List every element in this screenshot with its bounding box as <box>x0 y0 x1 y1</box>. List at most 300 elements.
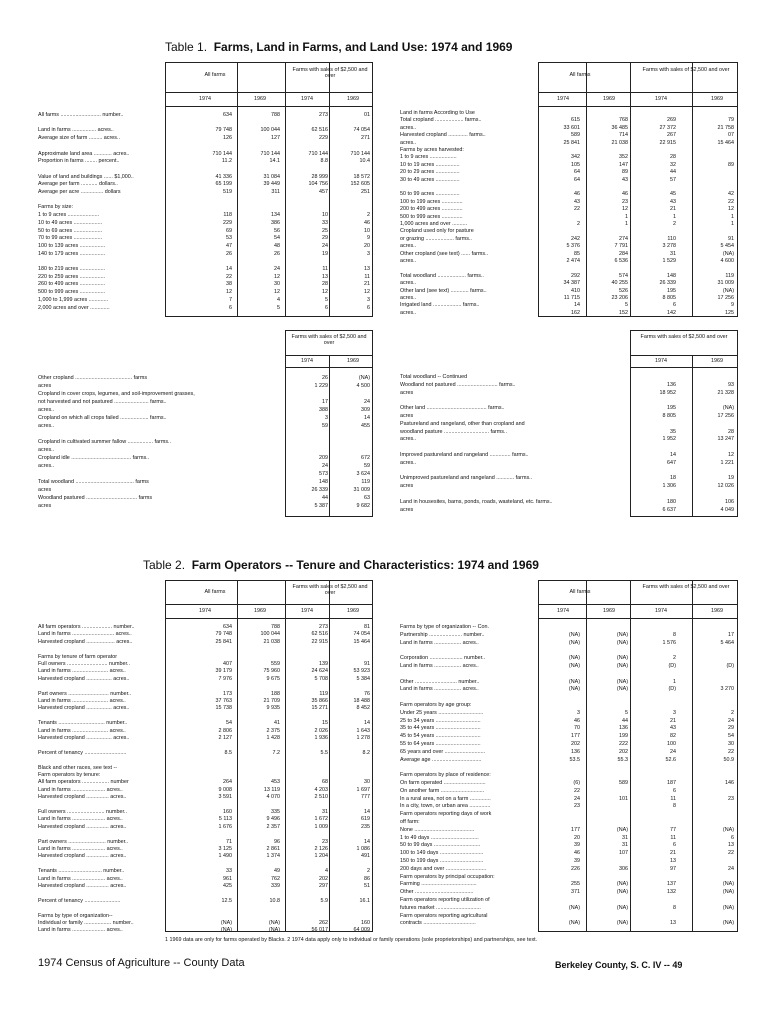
table-cell: 229 <box>319 135 328 142</box>
row-label: Land in farms ............................ acres.. <box>38 631 132 638</box>
table-cell: 1 374 <box>266 853 280 860</box>
table-cell: 106 <box>725 498 734 505</box>
table-cell: 76 <box>364 690 370 697</box>
table-cell: 371 <box>571 889 580 896</box>
row-label: Percent of tenancy ............................ <box>38 749 127 756</box>
row-label: Land in farms .................. acres.. <box>400 686 479 693</box>
row-label: 1 to 9 acres ..................... <box>38 212 100 219</box>
table-cell: 91 <box>728 235 734 242</box>
row-label: Cropland used only for pasture <box>400 228 474 235</box>
row-label: 50 to 99 days ............................... <box>400 842 481 849</box>
table-cell: (NA) <box>616 889 628 896</box>
row-label: Individual or family .................. number.. <box>38 920 134 926</box>
row-label: Pastureland and rangeland, other than cropland and <box>400 420 525 427</box>
table-cell: 18 488 <box>353 698 370 704</box>
table-cell: 6 637 <box>662 506 676 513</box>
table-cell: 31 <box>622 834 628 841</box>
table-cell: 1 221 <box>720 459 734 466</box>
table-cell: 1 204 <box>314 853 328 860</box>
table-cell: 1 <box>673 678 676 685</box>
table-cell: 180 <box>667 498 676 505</box>
table-cell: 22 <box>728 198 734 205</box>
table-cell: 1 936 <box>314 735 328 741</box>
table-cell: 22 915 <box>311 638 328 645</box>
table-cell: 21 709 <box>263 698 280 704</box>
table-cell: 42 <box>728 191 734 198</box>
table-cell: 5 <box>277 304 280 311</box>
table-cell: 195 <box>667 405 676 412</box>
table-cell: 589 <box>571 132 580 139</box>
table-cell: 54 <box>274 235 280 242</box>
table-cell: 187 <box>667 780 676 786</box>
year-label: 1969 <box>711 96 723 102</box>
table-cell: 37 763 <box>215 698 232 704</box>
table-cell: 3 <box>577 709 580 716</box>
table2-right-hdr-sales: Farms with sales of $2,500 and over <box>642 584 730 590</box>
table-cell: 81 <box>364 624 370 630</box>
table-cell: 127 <box>271 135 280 142</box>
table-cell: 137 <box>667 881 676 888</box>
table-cell: 1 <box>625 221 628 227</box>
table-cell: 93 <box>728 381 734 388</box>
table-cell: 21 <box>364 281 370 288</box>
table-cell: 1 952 <box>662 436 676 443</box>
table-cell: 27 372 <box>659 124 676 131</box>
year-label: 1974 <box>655 96 667 102</box>
row-label: acres <box>400 483 414 490</box>
table-cell: (NA) <box>220 927 232 934</box>
row-label: Harvested cropland ................... acres.. <box>38 638 133 645</box>
table-cell: 1 <box>625 213 628 220</box>
table-cell: 9 935 <box>266 705 280 712</box>
table-cell: 13 247 <box>717 436 734 443</box>
table-cell: 222 <box>619 741 628 747</box>
table-cell: 3 591 <box>218 794 232 801</box>
table-cell: 8 <box>673 803 676 810</box>
row-label: All farm operators .................... number.. <box>38 624 135 630</box>
row-label: Total woodland ................... farms.. <box>400 272 484 279</box>
row-label: Farming ..................................... <box>400 881 477 888</box>
table-cell: 242 <box>571 235 580 242</box>
row-label: Other cropland ...................................... farms <box>38 375 148 381</box>
table-cell: 31 009 <box>717 280 734 287</box>
table-cell: 5.9 <box>320 897 328 904</box>
table-cell: 79 748 <box>215 631 232 638</box>
table-cell: 44 <box>322 495 328 501</box>
row-label: Woodland not pastured ........................... farms.. <box>400 381 516 388</box>
row-label: acres <box>38 503 52 509</box>
row-label: 200 to 499 acres .............. <box>400 206 463 213</box>
table-cell: 10.4 <box>359 158 370 165</box>
row-label: Other land ........................................ farms.. <box>400 405 505 412</box>
table-cell: 762 <box>271 875 280 882</box>
table-cell: 14 <box>364 720 370 727</box>
table1-left-hdr-all: All farms <box>204 72 226 78</box>
table-cell: 91 <box>364 661 370 667</box>
table-cell: 136 <box>619 725 628 732</box>
table-cell: 26 339 <box>311 487 328 493</box>
row-label: 50 to 99 acres ................ <box>400 191 460 198</box>
row-label: Land in farms ...................... acres.. <box>38 875 123 882</box>
table-cell: 7 <box>229 296 232 303</box>
table-cell: 352 <box>619 154 628 161</box>
table-cell: 134 <box>271 212 280 219</box>
table-cell: 8 <box>673 631 676 638</box>
row-label: Part owners ........................... number.. <box>38 690 132 697</box>
table-cell: 4 070 <box>266 794 280 801</box>
table-cell: 50.9 <box>723 756 734 763</box>
table-cell: 30 <box>274 281 280 288</box>
row-label: Unimproved pastureland and rangeland ............ farms.. <box>400 475 533 482</box>
table-cell: 23 <box>728 795 734 802</box>
table-cell: 526 <box>619 287 628 294</box>
table-cell: 26 <box>226 250 232 257</box>
table1-left-hdr-sales: Farms with sales of $2,500 and over <box>292 67 368 79</box>
year-label: 1969 <box>711 358 723 364</box>
year-label: 1969 <box>347 96 359 102</box>
table2-left-hdr-sales: Farms with sales of $2,500 and over <box>292 584 368 596</box>
table-cell: 70 <box>574 725 580 732</box>
table-cell: 15 738 <box>215 705 232 712</box>
table-cell: 202 <box>571 741 580 747</box>
row-label: Other ............................ number.. <box>400 678 480 685</box>
table-cell: 9 682 <box>356 503 370 509</box>
table-cell: 39 <box>574 858 580 864</box>
table-cell: 388 <box>319 407 328 413</box>
table-cell: 273 <box>319 624 328 630</box>
row-label: Total woodland -- Continued <box>400 374 468 380</box>
table-cell: 309 <box>361 407 370 413</box>
table-cell: 1 009 <box>314 823 328 830</box>
row-label: Total woodland ....................................... farms <box>38 479 149 485</box>
table-cell: 5 384 <box>356 675 370 682</box>
table-cell: 9 <box>731 302 734 309</box>
table-cell: 79 748 <box>215 127 232 134</box>
table-cell: 53.5 <box>569 756 580 763</box>
table2-footnote: 1 1969 data are only for farms operated by Blacks. 2 1974 data apply only to individual or family operations (sole proprietorships) and partnerships, see text. <box>165 937 538 943</box>
row-label: Harvested cropland ............... acres.. <box>38 794 127 801</box>
row-label: Harvested cropland ............... acres.. <box>38 823 127 830</box>
row-label: Value of land and buildings ...... $1,000.. <box>38 173 134 180</box>
table-cell: 3 270 <box>720 686 734 693</box>
table-cell: 615 <box>571 117 580 124</box>
table-cell: 18 952 <box>659 389 676 396</box>
table-cell: (NA) <box>568 920 580 927</box>
table-cell: 195 <box>667 287 676 294</box>
row-label: Average per farm ........... dollars.. <box>38 181 118 188</box>
table-cell: 39 <box>574 842 580 849</box>
table-cell: 33 <box>226 868 232 875</box>
table-cell: (NA) <box>616 686 628 693</box>
table-cell: 2 861 <box>266 846 280 852</box>
table-cell: 3 125 <box>218 846 232 852</box>
row-label: In a rural area, not on a farm .............. <box>400 795 491 802</box>
table-cell: 125 <box>725 309 734 316</box>
table-cell: 15 464 <box>717 139 734 146</box>
table-cell: 2 <box>673 221 676 227</box>
table-cell: 4 203 <box>314 786 328 793</box>
table1-right-hdr-sales: Farms with sales of $2,500 and over <box>642 67 730 73</box>
row-label: 260 to 499 acres ................. <box>38 281 106 288</box>
table-cell: 202 <box>619 748 628 755</box>
table1-lower-right-hdr: Farms with sales of $2,500 and over <box>640 334 728 340</box>
table-cell: 69 <box>226 227 232 234</box>
table-cell: 2 126 <box>314 846 328 852</box>
table-cell: 24 <box>574 795 580 802</box>
table-cell: 63 <box>364 495 370 501</box>
table-cell: 173 <box>223 690 232 697</box>
table-cell: 5 <box>325 296 328 303</box>
table-cell: 386 <box>271 219 280 226</box>
table-cell: 54 <box>728 733 734 740</box>
table-cell: 79 <box>728 117 734 124</box>
table-cell: 1 576 <box>662 639 676 646</box>
row-label: Corporation ...................... number.. <box>400 655 486 662</box>
table-cell: (NA) <box>568 904 580 911</box>
table-cell: 14 <box>364 809 370 815</box>
row-label: Under 25 years .............................. <box>400 709 484 716</box>
table-cell: 12 <box>728 206 734 213</box>
table-cell: (D) <box>726 663 734 669</box>
table-cell: 22 <box>728 850 734 857</box>
row-label: Harvested cropland ................. acres.. <box>38 675 130 682</box>
table-cell: 13 <box>670 858 676 864</box>
table-cell: 2 474 <box>566 258 580 264</box>
row-label: 30 to 49 acres ................ <box>400 176 460 183</box>
table-cell: 9 008 <box>218 786 232 793</box>
table-cell: 2 <box>731 709 734 716</box>
table-cell: 12.5 <box>221 897 232 904</box>
table-cell: (NA) <box>568 663 580 669</box>
table-cell: 46 <box>574 191 580 198</box>
table-cell: 147 <box>619 161 628 168</box>
table-cell: 52.6 <box>665 756 676 763</box>
row-label: off farm: <box>400 819 420 825</box>
row-label: Farm operators reporting utilization of <box>400 897 490 903</box>
table1-right-hdr-all: All farms <box>569 72 591 78</box>
table-cell: 519 <box>223 189 232 195</box>
table-cell: 3 <box>325 415 328 421</box>
year-label: 1969 <box>347 358 359 364</box>
row-label: Irrigated land ................... farms.. <box>400 302 480 309</box>
table-cell: 6 <box>367 304 370 311</box>
table-cell: (NA) <box>722 826 734 833</box>
table1-title: Table 1. Farms, Land in Farms, and Land Use: 1974 and 1969 <box>165 40 513 54</box>
table-cell: 43 <box>670 198 676 205</box>
row-label: acres.. <box>400 139 417 146</box>
table-cell: 13 <box>364 266 370 272</box>
row-label: 10 to 19 acres ................ <box>400 161 460 168</box>
table-cell: 39 179 <box>215 668 232 675</box>
table-cell: (NA) <box>268 927 280 934</box>
table-cell: 28 <box>670 154 676 161</box>
table-cell: (NA) <box>722 904 734 911</box>
table-cell: 559 <box>271 661 280 667</box>
table-cell: 5.5 <box>320 749 328 756</box>
year-label: 1974 <box>199 608 211 614</box>
table-cell: 152 <box>619 309 628 316</box>
table-cell: 10 <box>322 212 328 219</box>
table-cell: 30 <box>364 779 370 786</box>
row-label: acres <box>400 506 414 513</box>
row-label: None ........................................ <box>400 826 475 833</box>
table-cell: 2 806 <box>218 727 232 734</box>
table-cell: 13 <box>728 842 734 849</box>
row-label: Land in housesites, barns, ponds, roads, wasteland, etc. farms.. <box>400 498 553 505</box>
table-cell: (NA) <box>568 639 580 646</box>
table-cell: 1 529 <box>662 258 676 264</box>
table-cell: 59 <box>322 423 328 429</box>
row-label: acres.. <box>38 423 55 429</box>
table-cell: 17 256 <box>717 413 734 419</box>
row-label: Farms by acres harvested: <box>400 147 464 153</box>
row-label: Land in farms ................ acres.. <box>38 127 114 134</box>
table-cell: 23 <box>622 198 628 205</box>
table-cell: (6) <box>573 780 580 786</box>
table-cell: 457 <box>319 189 328 195</box>
table-cell: 43 <box>574 198 580 205</box>
table-cell: 292 <box>571 272 580 279</box>
table-cell: 8.5 <box>224 749 232 756</box>
table-cell: 75 960 <box>263 668 280 675</box>
table-cell: 8.2 <box>362 749 370 756</box>
row-label: Harvested cropland ................. acres.. <box>38 705 130 712</box>
table-cell: 273 <box>319 112 328 118</box>
table-cell: 41 <box>274 720 280 727</box>
table-cell: 5 464 <box>720 639 734 646</box>
row-label: 1 to 9 acres .................. <box>400 154 457 161</box>
table-cell: 1 <box>731 213 734 220</box>
table-cell: 1 278 <box>356 735 370 741</box>
table-cell: 11 <box>322 266 328 272</box>
table-cell: 1 672 <box>314 816 328 823</box>
row-label: 50 to 69 acres ................... <box>38 227 103 234</box>
table-cell: 64 <box>574 169 580 176</box>
row-label: 20 to 29 acres ................ <box>400 169 460 176</box>
table-cell: 284 <box>619 250 628 257</box>
row-label: acres.. <box>400 436 417 443</box>
row-label: Percent of tenancy ........................ <box>38 897 121 904</box>
table-cell: 31 009 <box>353 487 370 493</box>
table-cell: 202 <box>319 875 328 882</box>
table-cell: 11 <box>670 795 676 802</box>
table-cell: 17 <box>322 399 328 405</box>
table-cell: 229 <box>223 219 232 226</box>
table-cell: 21 <box>670 717 676 724</box>
row-label: acres.. <box>400 459 417 466</box>
row-label: 100 to 139 acres ................. <box>38 242 106 249</box>
table-cell: 12 <box>274 273 280 280</box>
row-label: not harvested and not pastured ....................... farms.. <box>38 399 167 405</box>
table-cell: 3 <box>367 250 370 257</box>
table-cell: 41 336 <box>215 173 232 180</box>
table-cell: 22 <box>728 748 734 755</box>
row-label: 2,000 acres and over ............. <box>38 304 110 311</box>
table-cell: 14 <box>670 452 676 458</box>
table-cell: 12 <box>364 289 370 296</box>
row-label: Land in farms .................. acres.. <box>400 639 479 646</box>
table-cell: 5 <box>625 302 628 309</box>
table-cell: 5 <box>625 709 628 716</box>
row-label: Farm operators by tenure: <box>38 772 101 778</box>
table-cell: 255 <box>571 881 580 888</box>
year-label: 1969 <box>254 608 266 614</box>
table-cell: 18 572 <box>353 173 370 180</box>
table-cell: (NA) <box>722 287 734 294</box>
table-cell: 33 601 <box>563 124 580 131</box>
table-cell: 126 <box>223 135 232 142</box>
table-cell: 104 756 <box>308 181 328 188</box>
row-label: 45 to 54 years .............................. <box>400 733 481 740</box>
row-label: acres.. <box>400 309 417 316</box>
table-cell: (NA) <box>616 663 628 669</box>
table-cell: 14.1 <box>269 158 280 165</box>
row-label: acres <box>400 389 414 396</box>
table-cell: 96 <box>274 838 280 845</box>
table-cell: 714 <box>619 132 628 139</box>
table-cell: 4 500 <box>356 383 370 389</box>
table-cell: 5 708 <box>314 675 328 682</box>
table-cell: 306 <box>619 865 628 872</box>
table-cell: 1 086 <box>356 846 370 852</box>
row-label: acres.. <box>400 124 417 131</box>
year-label: 1969 <box>603 96 615 102</box>
table-cell: 188 <box>271 690 280 697</box>
table-cell: (NA) <box>722 889 734 896</box>
table-cell: 19 <box>322 250 328 257</box>
table-cell: 28 <box>728 428 734 435</box>
table-cell: 455 <box>361 423 370 429</box>
table-cell: 136 <box>571 748 580 755</box>
table-cell: 85 <box>574 250 580 257</box>
table-cell: 13 <box>670 920 676 927</box>
table-cell: 1 229 <box>314 383 328 389</box>
table-cell: 8 805 <box>662 295 676 301</box>
year-label: 1974 <box>301 96 313 102</box>
table-cell: 9 496 <box>266 816 280 823</box>
table-cell: 1 428 <box>266 735 280 741</box>
table-cell: 48 <box>274 242 280 249</box>
table-cell: 43 <box>670 725 676 732</box>
table-cell: 9 <box>367 235 370 242</box>
table-cell: 89 <box>728 161 734 168</box>
table-cell: 453 <box>271 779 280 786</box>
year-label: 1969 <box>347 608 359 614</box>
table-cell: (NA) <box>616 904 628 911</box>
table-cell: 54 <box>226 720 232 727</box>
table-cell: 235 <box>361 823 370 830</box>
table-cell: (NA) <box>616 920 628 927</box>
table-cell: 1 <box>673 213 676 220</box>
row-label: On farm operated ............................ <box>400 780 486 786</box>
table-cell: 47 <box>226 242 232 249</box>
row-label: 1,000 acres and over .......... <box>400 221 468 227</box>
table-cell: 339 <box>271 883 280 889</box>
table-cell: 574 <box>619 272 628 279</box>
row-label: Land in farms ........................ acres.. <box>38 698 126 704</box>
table-cell: 8 452 <box>356 705 370 712</box>
row-label: acres <box>400 413 414 419</box>
table-cell: 6 <box>731 834 734 841</box>
table-cell: 1 <box>731 221 734 227</box>
table-cell: 710 144 <box>350 150 370 157</box>
table-cell: 89 <box>622 169 628 176</box>
row-label: Other cropland (see text) ...... farms.. <box>400 250 489 257</box>
table-cell: 177 <box>571 733 580 740</box>
table-cell: 3 624 <box>356 471 370 477</box>
table-cell: (NA) <box>616 678 628 685</box>
table-cell: 24 <box>728 717 734 724</box>
